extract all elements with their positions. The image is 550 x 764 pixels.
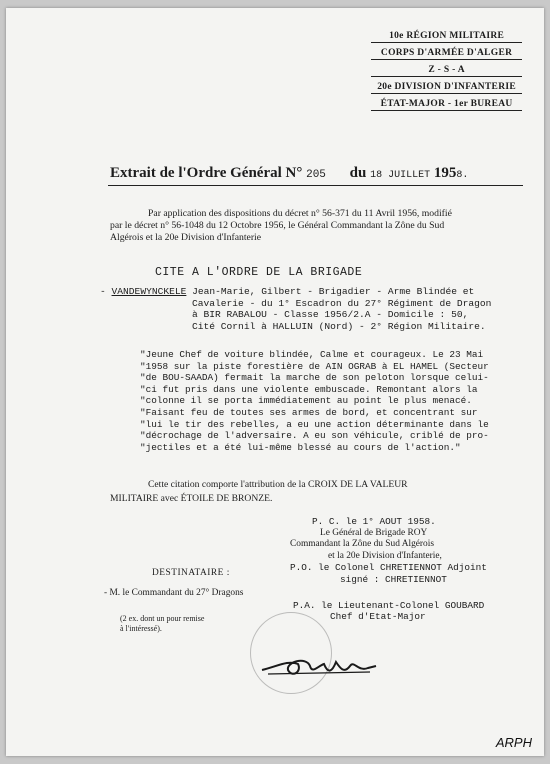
copy-note-line: à l'intéressé).: [120, 624, 162, 633]
order-date: 18 JUILLET: [370, 170, 431, 181]
pa-line: P.A. le Lieutenant-Colonel GOUBARD: [293, 599, 485, 611]
citation-line: "1958 sur la piste forestière de AIN OGRAB à EL HAMEL (Secteur: [140, 360, 489, 372]
soldier-line: Jean-Marie, Gilbert - Brigadier - Arme Blindée et: [192, 286, 475, 297]
general-line: Le Général de Brigade ROY: [320, 527, 428, 538]
award-line: Cette citation comporte l'attribution de la CROIX DE LA VALEUR: [148, 479, 408, 490]
destinataire-recipient: - M. le Commandant du 27° Dragons: [104, 588, 244, 598]
header-line: 10e RÉGION MILITAIRE: [371, 30, 522, 43]
award-line: MILITAIRE avec ÉTOILE DE BRONZE.: [110, 493, 273, 504]
title-label: Extrait de l'Ordre Général N°: [110, 165, 303, 181]
title-underline: [108, 185, 523, 186]
handwritten-signature: [258, 644, 378, 684]
citation-line: "lui le tir des rebelles, a eu une action déterminante dans le: [140, 418, 489, 430]
chef-line: Chef d'Etat-Major: [330, 611, 426, 623]
intro-line: par le décret n° 56-1048 du 12 Octobre 1956, le Général Commandant la Zône du Sud: [110, 220, 445, 231]
watermark-label: ARPH: [495, 735, 532, 750]
date-prefix: du: [349, 165, 367, 181]
citation-line: "Jeune Chef de voiture blindée, Calme et courageux. Le 23 Mai: [140, 349, 484, 360]
soldier-line: à BIR RABALOU - Classe 1956/2.A - Domicile : 50,: [192, 309, 469, 321]
header-line: CORPS D'ARMÉE D'ALGER: [371, 47, 522, 60]
division-line: et la 20e Division d'Infanterie,: [328, 550, 442, 561]
soldier-dash: -: [100, 286, 106, 297]
signature-block: [290, 516, 487, 623]
header-line: Z - S - A: [371, 64, 522, 77]
commandant-line: Commandant la Zône du Sud Algérois: [290, 539, 434, 550]
citation-text: [140, 349, 489, 453]
po-line: P.O. le Colonel CHRETIENNOT Adjoint: [290, 562, 487, 574]
soldier-line: Cité Cornil à HALLUIN (Nord) - 2° Région Militaire.: [192, 320, 486, 332]
header-block: [371, 30, 522, 115]
order-year-suffix: 8.: [456, 170, 469, 181]
citation-line: "jectiles et a été lui-même blessé au cours de l'action.": [140, 441, 461, 453]
citation-line: "Faisant feu de toutes ses armes de bord, et concentrant sur: [140, 406, 478, 418]
soldier-name: VANDEWYNCKELE: [111, 286, 187, 297]
copy-note: [120, 614, 204, 634]
intro-line: Algérois et la 20e Division d'Infanterie: [110, 232, 262, 243]
order-year: 195: [433, 165, 457, 181]
header-line: ÉTAT-MAJOR - 1er BUREAU: [371, 98, 522, 111]
intro-paragraph: [110, 208, 452, 244]
cite-heading: CITE A L'ORDRE DE LA BRIGADE: [155, 266, 363, 279]
soldier-block: [100, 286, 491, 332]
citation-line: "ci fut pris dans une violente embuscade. Remontant alors la: [140, 383, 478, 395]
pc-date: P. C. le 1° AOUT 1958.: [312, 516, 436, 527]
copy-note-line: (2 ex. dont un pour remise: [120, 614, 205, 623]
citation-line: "colonne il se porta immédiatement au point le plus menacé.: [140, 395, 472, 407]
soldier-line: Cavalerie - du 1° Escadron du 27° Régiment de Dragon: [192, 297, 492, 309]
intro-line: Par application des dispositions du décret n° 56-371 du 11 Avril 1956, modifié: [148, 208, 452, 219]
signe-line: signé : CHRETIENNOT: [340, 573, 447, 585]
order-title: [110, 165, 468, 182]
award-paragraph: [110, 478, 408, 506]
order-number: 205: [306, 169, 326, 181]
header-line: 20e DIVISION D'INFANTERIE: [371, 81, 522, 94]
citation-line: "décrochage de l'adversaire. A eu son véhicule, criblé de pro-: [140, 430, 489, 442]
destinataire-label: DESTINATAIRE :: [152, 568, 230, 578]
citation-line: "de BOU-SAADA) fermait la marche de son peloton lorsque celui-: [140, 372, 489, 384]
